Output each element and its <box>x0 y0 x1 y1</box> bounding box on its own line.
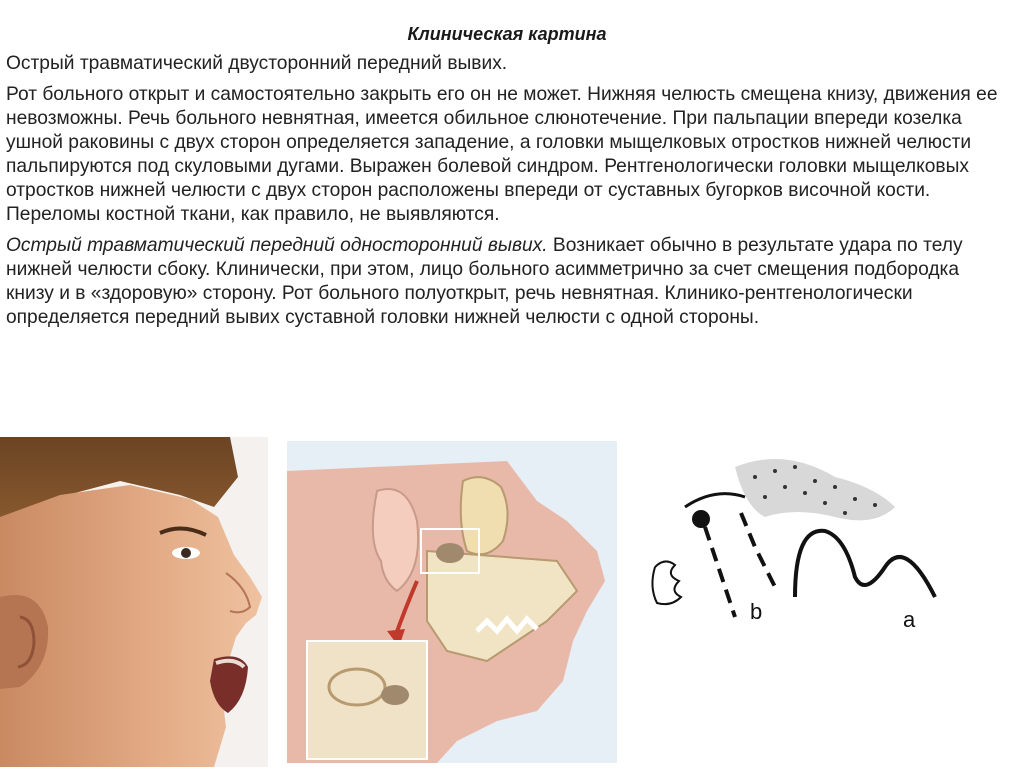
paragraph-3-italic: Острый травматический передний односторонний вывих. <box>6 235 548 256</box>
paragraph-1-text: Острый травматический двусторонний передний вывих. <box>6 53 508 74</box>
dislocation-schematic-diagram <box>645 447 975 647</box>
paragraph-2 <box>6 83 1006 227</box>
paragraph-3-text: Возникает обычно в результате удара по телу нижней челюсти сбоку. Клинически, при этом, лицо больного асимметрично за счет смещения подбородка книзу и в «здоровую» сторону. Рот больного полуоткрыт, речь невнятная. Клинико-рентгенологически определяется передний вывих суставной головки нижней челюсти с одной стороны. <box>6 235 963 328</box>
slide-body <box>6 52 1006 337</box>
paragraph-3 <box>6 234 1006 330</box>
paragraph-1 <box>6 52 1006 76</box>
paragraph-2-text: Рот больного открыт и самостоятельно закрыть его он не может. Нижняя челюсть смещена книзу, движения ее невозможны. Речь больного невнятная, имеется обильное слюнотечение. При пальпации впереди козелка ушной раковины с двух сторон определяется западение, а головки мыщелковых отростков нижней челюсти пальпируются под скуловыми дугами. Выражен болевой синдром. Рентгенологически головки мыщелковых отростков нижней челюсти с двух сторон расположены впереди от суставных бугорков височной кости. Переломы костной ткани, как правило, не выявляются. <box>6 84 998 225</box>
jaw-anatomy-illustration <box>287 441 617 763</box>
slide-title: Клиническая картина <box>407 24 607 44</box>
diagram-label-a: a <box>903 607 916 632</box>
diagram-label-b: b <box>750 599 763 624</box>
patient-photo <box>0 437 268 767</box>
